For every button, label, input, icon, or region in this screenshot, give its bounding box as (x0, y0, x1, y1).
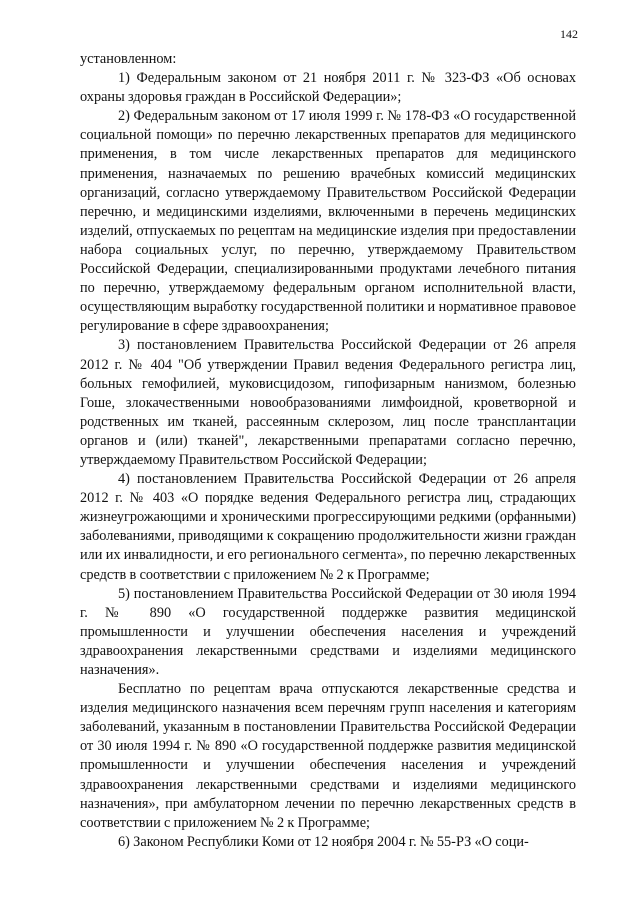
paragraph-intro: установленном: (80, 51, 177, 67)
document-body (80, 50, 576, 852)
page-number: 142 (560, 27, 578, 41)
paragraph-item-6: 6) Законом Республики Коми от 12 ноября 2004 г. № 55-РЗ «О соци- (118, 833, 529, 850)
paragraph-item-3: 3) постановлением Правительства Российской Федерации от 26 апреля 2012 г. № 404 "Об утверждении Правил ведения Федерального регистра лиц, больных гемофилией, муковисцидозом, гипофизарным нанизмом, болезнью Гоше, злокачественными новообразованиями лимфоидной, кроветворной и родственных им тканей, рассеянным склерозом, лиц после трансплантации органов и (или) тканей", лекарственными препаратами согласно перечню, утверждаемому Правительством Российской Федерации; (80, 337, 576, 468)
paragraph-item-1: 1) Федеральным законом от 21 ноября 2011 г. № 323-ФЗ «Об основах охраны здоровья граждан в Российской Федерации»; (80, 70, 576, 106)
paragraph-item-5: 5) постановлением Правительства Российской Федерации от 30 июля 1994 г. № 890 «О государственной поддержке развития медицинской промышленности и улучшении обеспечения населения и учреждений здравоохранения лекарственными средствами и изделиями медицинского назначения». (80, 585, 576, 678)
paragraph-item-4: 4) постановлением Правительства Российской Федерации от 26 апреля 2012 г. № 403 «О порядке ведения Федерального регистра лиц, страдающих жизнеугрожающими и хроническими прогрессирующими редкими (орфанными) заболеваниями, приводящими к сокращению продолжительности жизни граждан или их инвалидности, и его регионального сегмента», по перечню лекарственных средств в соответствии с приложением № 2 к Программе; (80, 471, 577, 583)
paragraph-free-prescriptions: Бесплатно по рецептам врача отпускаются лекарственные средства и изделия медицинского назначения всем перечням групп населения и категориям заболеваний, указанным в постановлении Правительства Российской Федерации от 30 июля 1994 г. № 890 «О государственной поддержке развития медицинской промышленности и улучшении обеспечения населения и учреждений здравоохранения лекарственными средствами и изделиями медицинского назначения», при амбулаторном лечении по перечню лекарственных средств в соответствии с приложением № 2 к Программе; (80, 681, 576, 831)
paragraph-item-2: 2) Федеральным законом от 17 июля 1999 г. № 178-ФЗ «О государственной социальной помощи» по перечню лекарственных препаратов для медицинского применения, в том числе лекарственных препаратов для медицинского применения, назначаемых по решению врачебных комиссий медицинских организаций, согласно утверждаемому Правительством Российской Федерации перечню, и медицинскими изделиями, включенными в перечень медицинских изделий, отпускаемых по рецептам на медицинские изделия при предоставлении набора социальных услуг, по перечню, утверждаемому Правительством Российской Федерации, специализированными продуктами лечебного питания по перечню, утверждаемому федеральным органом исполнительной власти, осуществляющим выработку государственной политики и нормативное правовое регулирование в сфере здравоохранения; (80, 108, 576, 335)
